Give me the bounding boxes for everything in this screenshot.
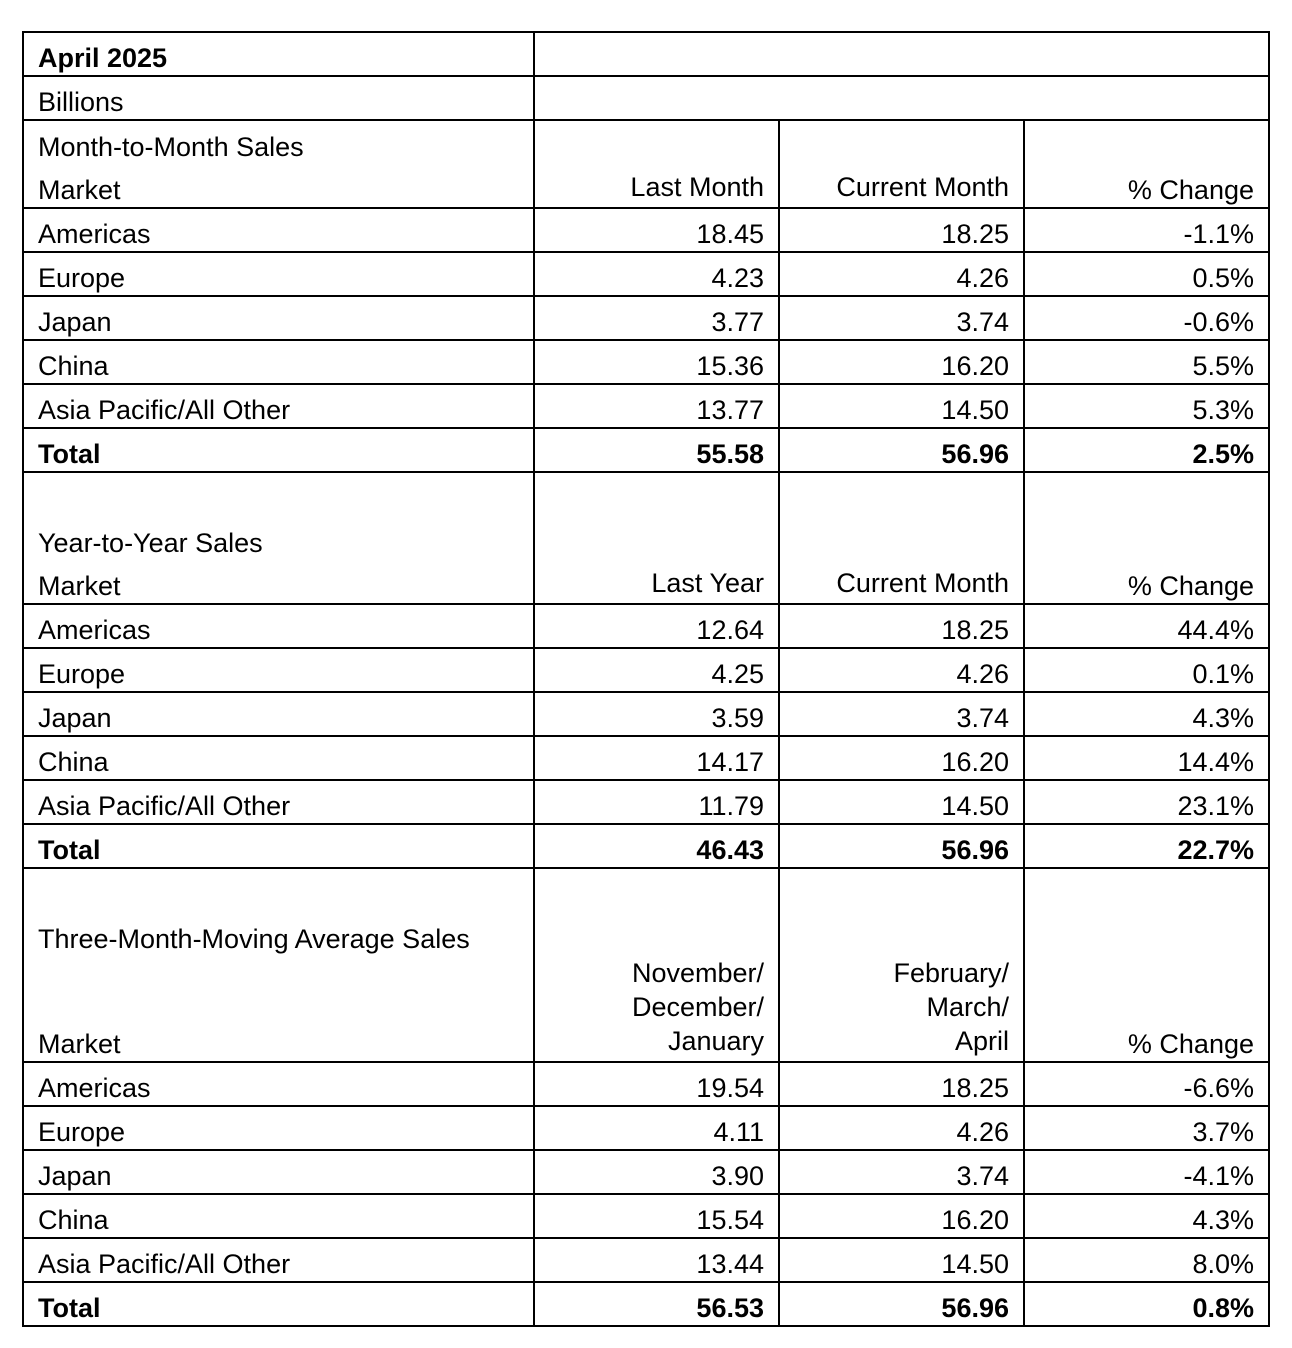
value-cell: 3.74 [779, 296, 1024, 340]
empty-cell [534, 120, 779, 164]
column-header [779, 956, 1024, 1062]
market-name: Asia Pacific/All Other [23, 384, 534, 428]
market-name: Americas [23, 604, 534, 648]
value-cell: 16.20 [779, 340, 1024, 384]
value-cell: 44.4% [1024, 604, 1269, 648]
table-row [23, 1238, 1269, 1282]
table-row [23, 780, 1269, 824]
sales-table [22, 31, 1270, 1327]
section-heading: Year-to-Year Sales [23, 516, 534, 560]
empty-cell [1024, 516, 1269, 560]
column-header [779, 164, 1024, 208]
market-name: Americas [23, 1062, 534, 1106]
empty-cell [779, 868, 1024, 912]
value-cell: 3.59 [534, 692, 779, 736]
table-row [23, 648, 1269, 692]
empty-cell [23, 472, 534, 516]
spacer-row [23, 472, 1269, 516]
value-cell: 3.90 [534, 1150, 779, 1194]
value-cell: 16.20 [779, 1194, 1024, 1238]
value-cell: 11.79 [534, 780, 779, 824]
column-header-text: % Change [1127, 571, 1254, 601]
total-label: Total [23, 428, 534, 472]
value-cell: 18.25 [779, 604, 1024, 648]
column-header-text: Market [38, 175, 121, 205]
market-name: Japan [23, 692, 534, 736]
total-row [23, 428, 1269, 472]
market-name: Japan [23, 1150, 534, 1194]
column-header-text: % Change [1127, 1029, 1254, 1059]
column-header [779, 560, 1024, 604]
column-header-text: February/ March/ April [893, 958, 1009, 1056]
value-cell: 15.54 [534, 1194, 779, 1238]
value-cell: 3.74 [779, 692, 1024, 736]
spacer-row [23, 868, 1269, 912]
value-cell: 14.4% [1024, 736, 1269, 780]
table-row [23, 208, 1269, 252]
market-name: Americas [23, 208, 534, 252]
table-row [23, 1106, 1269, 1150]
value-cell: 4.23 [534, 252, 779, 296]
column-header-text: November/ December/ January [631, 958, 764, 1056]
column-header [1024, 560, 1269, 604]
column-header-text: Current Month [836, 172, 1009, 202]
value-cell: 18.25 [779, 208, 1024, 252]
value-cell: 14.50 [779, 1238, 1024, 1282]
table-row [23, 340, 1269, 384]
section-heading-row [23, 516, 1269, 560]
table-row [23, 1194, 1269, 1238]
total-value: 55.58 [534, 428, 779, 472]
total-value: 56.96 [779, 428, 1024, 472]
empty-cell [1024, 120, 1269, 164]
market-name: Asia Pacific/All Other [23, 1238, 534, 1282]
value-cell: 3.7% [1024, 1106, 1269, 1150]
value-cell: 5.5% [1024, 340, 1269, 384]
column-header [1024, 164, 1269, 208]
empty-cell [534, 472, 779, 516]
title-row [23, 32, 1269, 76]
total-row [23, 824, 1269, 868]
column-header [23, 956, 534, 1062]
market-name: Asia Pacific/All Other [23, 780, 534, 824]
market-name: China [23, 340, 534, 384]
column-header-text: Current Month [836, 568, 1009, 598]
table-row [23, 384, 1269, 428]
value-cell: 15.36 [534, 340, 779, 384]
total-value: 0.8% [1024, 1282, 1269, 1326]
section-heading-row [23, 912, 1269, 956]
empty-cell [23, 868, 534, 912]
value-cell: 18.25 [779, 1062, 1024, 1106]
total-row [23, 1282, 1269, 1326]
value-cell: 3.77 [534, 296, 779, 340]
column-header-text: Last Year [651, 568, 764, 598]
value-cell: 12.64 [534, 604, 779, 648]
column-header-text: % Change [1127, 175, 1254, 205]
column-header [1024, 956, 1269, 1062]
value-cell: 23.1% [1024, 780, 1269, 824]
table-row [23, 736, 1269, 780]
value-cell: 4.3% [1024, 1194, 1269, 1238]
value-cell: 0.1% [1024, 648, 1269, 692]
value-cell: 16.20 [779, 736, 1024, 780]
total-label: Total [23, 1282, 534, 1326]
unit-label: Billions [23, 76, 534, 120]
empty-cell [779, 516, 1024, 560]
value-cell: 13.44 [534, 1238, 779, 1282]
market-name: Europe [23, 252, 534, 296]
table-row [23, 1150, 1269, 1194]
column-header-text: Market [38, 571, 121, 601]
empty-cell [1024, 472, 1269, 516]
column-header [534, 956, 779, 1062]
column-header [534, 560, 779, 604]
value-cell: 14.50 [779, 384, 1024, 428]
total-label: Total [23, 824, 534, 868]
value-cell: -1.1% [1024, 208, 1269, 252]
table-row [23, 692, 1269, 736]
value-cell: 8.0% [1024, 1238, 1269, 1282]
value-cell: 14.17 [534, 736, 779, 780]
table-row [23, 252, 1269, 296]
column-header [534, 164, 779, 208]
value-cell: 4.25 [534, 648, 779, 692]
market-name: China [23, 736, 534, 780]
value-cell: 19.54 [534, 1062, 779, 1106]
total-value: 2.5% [1024, 428, 1269, 472]
value-cell: -4.1% [1024, 1150, 1269, 1194]
column-header-text: Market [38, 1029, 121, 1059]
section-heading-row [23, 120, 1269, 164]
value-cell: -0.6% [1024, 296, 1269, 340]
empty-cell [779, 912, 1024, 956]
empty-cell [779, 472, 1024, 516]
empty-cell [534, 76, 1269, 120]
section-heading: Three-Month-Moving Average Sales [23, 912, 534, 956]
table-row [23, 604, 1269, 648]
empty-cell [534, 32, 1269, 76]
table-title: April 2025 [23, 32, 534, 76]
value-cell: 5.3% [1024, 384, 1269, 428]
empty-cell [534, 516, 779, 560]
value-cell: 4.26 [779, 252, 1024, 296]
total-value: 56.53 [534, 1282, 779, 1326]
total-value: 56.96 [779, 824, 1024, 868]
empty-cell [534, 912, 779, 956]
value-cell: 0.5% [1024, 252, 1269, 296]
market-name: Europe [23, 1106, 534, 1150]
table-row [23, 296, 1269, 340]
column-header [23, 560, 534, 604]
total-value: 46.43 [534, 824, 779, 868]
value-cell: -6.6% [1024, 1062, 1269, 1106]
value-cell: 18.45 [534, 208, 779, 252]
value-cell: 14.50 [779, 780, 1024, 824]
value-cell: 4.11 [534, 1106, 779, 1150]
value-cell: 4.3% [1024, 692, 1269, 736]
column-header-row [23, 164, 1269, 208]
value-cell: 4.26 [779, 1106, 1024, 1150]
column-header [23, 164, 534, 208]
column-header-row [23, 956, 1269, 1062]
market-name: China [23, 1194, 534, 1238]
market-name: Japan [23, 296, 534, 340]
table-row [23, 1062, 1269, 1106]
value-cell: 4.26 [779, 648, 1024, 692]
market-name: Europe [23, 648, 534, 692]
total-value: 56.96 [779, 1282, 1024, 1326]
value-cell: 13.77 [534, 384, 779, 428]
column-header-row [23, 560, 1269, 604]
empty-cell [1024, 868, 1269, 912]
empty-cell [534, 868, 779, 912]
empty-cell [779, 120, 1024, 164]
section-heading: Month-to-Month Sales [23, 120, 534, 164]
total-value: 22.7% [1024, 824, 1269, 868]
value-cell: 3.74 [779, 1150, 1024, 1194]
column-header-text: Last Month [630, 172, 764, 202]
empty-cell [1024, 912, 1269, 956]
unit-row [23, 76, 1269, 120]
